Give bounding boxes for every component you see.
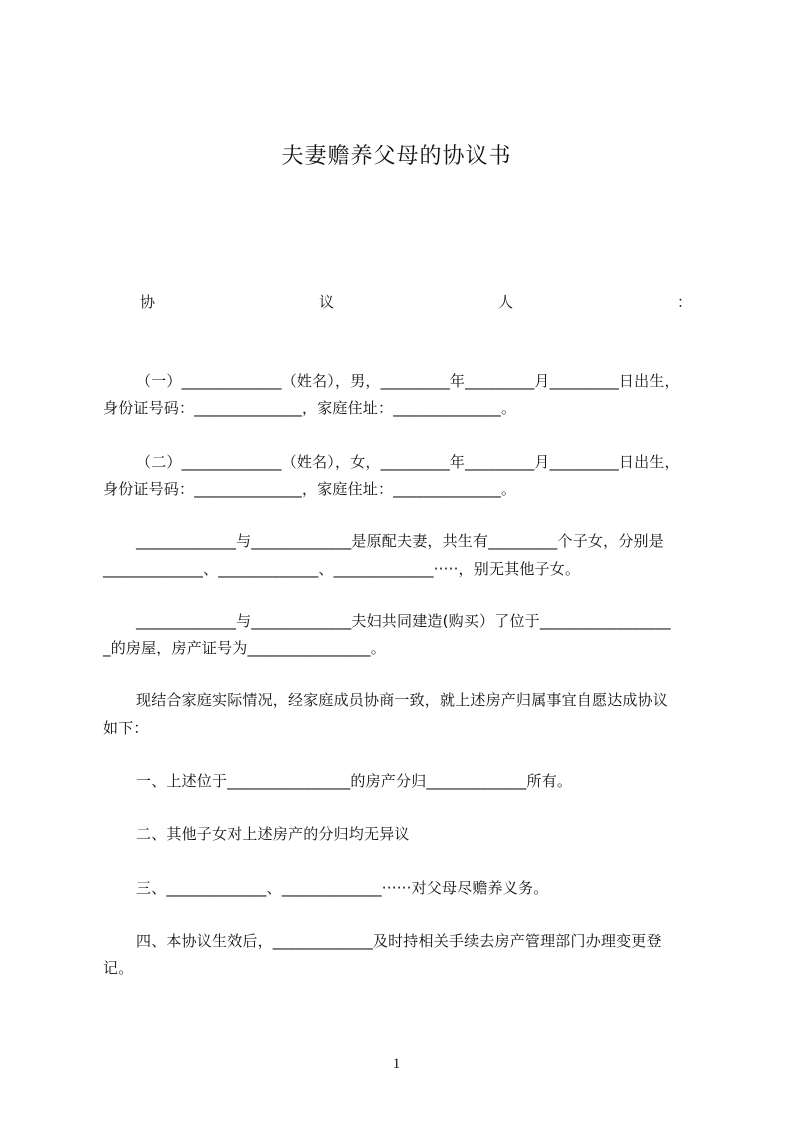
page-number: 1 xyxy=(392,1056,401,1072)
party-one-id-line: 身份证号码：______________，家庭住址：______________。 xyxy=(103,399,517,417)
children-line: _____________、_____________、_____________·····，别无其他子女。 xyxy=(103,560,581,578)
party-one-line: （一）_____________（姓名），男，_________年_________月_________日出生， xyxy=(136,372,680,390)
agreement-intro-line: 现结合家庭实际情况，经家庭成员协商一致，就上述房产归属事宜自愿达成协议 xyxy=(136,691,669,709)
parties-heading-char: 协 xyxy=(140,293,156,311)
clause-three: 三、_____________、_____________······对父母尽赡养义务。 xyxy=(136,879,549,897)
party-two-id-line: 身份证号码：______________，家庭住址：______________。 xyxy=(103,480,517,498)
party-two-line: （二）_____________（姓名），女，_________年_________月_________日出生， xyxy=(136,453,680,471)
clause-two: 二、其他子女对上述房产的分归均无异议 xyxy=(136,825,410,843)
parties-heading xyxy=(140,292,692,312)
agreement-intro-cont: 如下： xyxy=(103,719,149,737)
marriage-line: _____________与_____________是原配夫妻，共生有_________个子女，分别是 xyxy=(136,532,664,550)
clause-four-cont: 记。 xyxy=(103,959,134,977)
document-title: 夫妻赡养父母的协议书 xyxy=(281,144,512,169)
parties-heading-char: ： xyxy=(676,293,692,311)
parties-heading-char: 人 xyxy=(497,293,513,311)
property-line: _____________与_____________夫妇共同建造(购买）了位于_________________ xyxy=(136,612,671,630)
clause-one: 一、上述位于________________的房产分归_____________所有。 xyxy=(136,772,573,790)
property-cert-line: _的房屋，房产证号为________________。 xyxy=(103,639,386,657)
parties-heading-char: 议 xyxy=(318,293,334,311)
clause-four: 四、本协议生效后，_____________及时持相关手续去房产管理部门办理变更登 xyxy=(136,932,662,950)
